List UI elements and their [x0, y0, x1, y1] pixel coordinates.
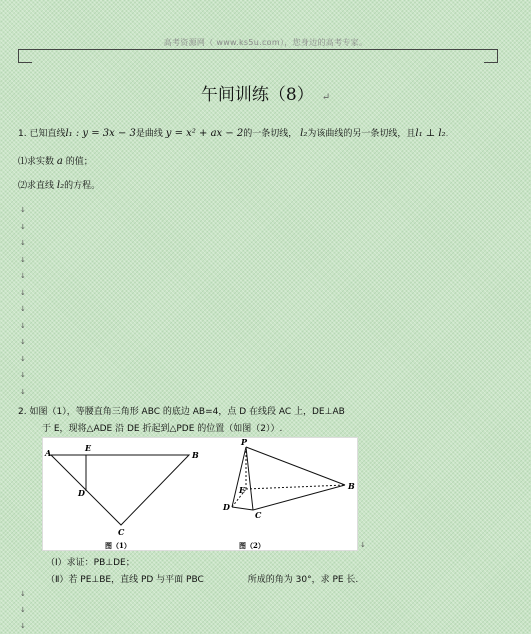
fig2-pc [246, 447, 253, 510]
q1-part2-text: ⑵求直线 [18, 181, 55, 191]
q2-part2 [46, 572, 358, 585]
q1-text-4: 为该曲线的另一条切线，且 [307, 129, 416, 139]
blank-line-mark: ↓ [20, 255, 26, 264]
fig1-caption: 图（1） [105, 541, 131, 550]
header-corner-right [497, 49, 498, 63]
blank-line-mark: ↓ [20, 305, 26, 313]
blank-line-mark: ↓ [20, 206, 26, 214]
fig1-label-e: E [85, 443, 92, 453]
blank-line-mark: ↓ [20, 622, 26, 630]
fig1-label-b: B [192, 450, 199, 460]
blank-line-mark: ↓ [20, 371, 26, 379]
blank-line-mark: ↓ [20, 239, 26, 247]
q1-number: 1. [18, 129, 27, 139]
q1-part1-text: ⑴求实数 [18, 157, 55, 167]
q2-number: 2. [18, 407, 27, 417]
fig1-label-d: D [78, 488, 85, 498]
figure-paragraph-mark: ↓ [360, 541, 366, 549]
q1-part2-end: 的方程。 [64, 181, 101, 191]
blank-line-mark: ↓ [20, 222, 26, 231]
q1-part2 [18, 178, 100, 191]
fig2-pd [232, 447, 246, 507]
q2-stem-line2: 于 E，现将△ADE 沿 DE 折起到△PDE 的位置（如图（2））. [42, 424, 283, 434]
q1-perp: l₁ ⊥ l₂ [415, 128, 446, 139]
fig2-label-c: C [255, 510, 262, 520]
blank-line-mark: ↓ [20, 288, 26, 297]
q2-text-1: 如图（1），等腰直角三角形 ABC 的底边 AB=4，点 D 在线段 AC 上，DE⊥AB [29, 407, 345, 417]
fig2-caption: 图（2） [239, 541, 265, 550]
blank-line-mark: ↓ [20, 272, 26, 280]
fig1-triangle [51, 455, 189, 525]
blank-line-mark: ↓ [20, 387, 26, 396]
fig2-label-e: E [239, 485, 246, 495]
q1-end: . [445, 129, 449, 139]
q1-text-1: 已知直线 [29, 129, 66, 139]
q2-part1: （Ⅰ）求证：PB⊥DE； [46, 558, 135, 568]
q1-part1 [18, 154, 93, 167]
fig2-label-b: B [348, 481, 355, 491]
paragraph-mark: ↵ [321, 92, 331, 103]
title-text: 午间训练（8） [200, 85, 314, 105]
fig2-cb [253, 485, 345, 510]
fig1-label-c: C [118, 527, 125, 537]
fig2-eb [246, 485, 345, 489]
q2-figure-svg [43, 438, 357, 550]
fig2-dc [232, 507, 253, 510]
q1-l2: l₂ [300, 128, 308, 139]
q2-figure [42, 437, 358, 551]
fig2-label-p: P [241, 438, 248, 447]
blank-line-mark: ↓ [20, 321, 26, 330]
q2-part2-text-a: （Ⅱ）若 PE⊥BE，直线 PD 与平面 PBC [46, 575, 204, 585]
blank-line-mark: ↓ [20, 590, 26, 598]
q1-text-3: 的一条切线， [243, 129, 298, 139]
q2-part2-text-b: 所成的角为 30°，求 PE 长. [247, 575, 359, 585]
q1-line-l1: l₁ : y = 3x − 3 [65, 128, 136, 139]
q2-stem-line1 [18, 404, 345, 417]
fig2-label-d: D [223, 502, 230, 512]
q1-text-2: 是曲线 [135, 129, 163, 139]
fig1-label-a: A [45, 448, 52, 458]
q1-part2-var: l₂ [56, 180, 65, 191]
header-rule [18, 49, 498, 50]
blank-line-mark: ↓ [20, 354, 26, 363]
header-corner-left-h [18, 62, 32, 63]
header-corner-left [18, 49, 19, 63]
blank-line-mark: ↓ [20, 338, 26, 346]
blank-line-mark: ↓ [20, 606, 26, 614]
q1-part1-var: a [56, 156, 63, 167]
q1-part1-end: 的值； [65, 157, 93, 167]
header-corner-right-h [484, 62, 498, 63]
q1-curve: y = x² + ax − 2 [165, 128, 244, 139]
page-title [0, 80, 531, 105]
q1-stem [18, 126, 448, 139]
fig2-pb [246, 447, 345, 485]
page-header: 高考资源网（ www.ks5u.com），您身边的高考专家。 [163, 38, 368, 47]
